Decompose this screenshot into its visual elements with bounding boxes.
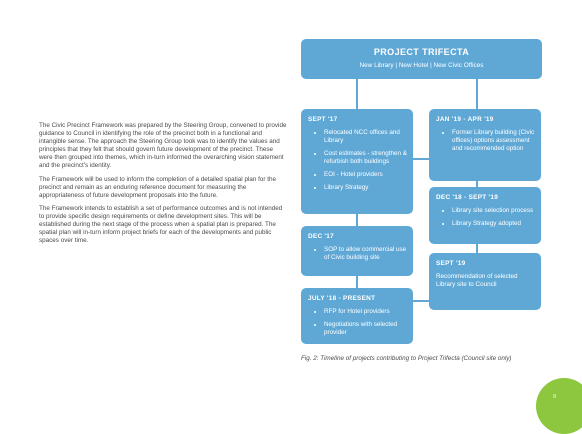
- timeline-item: • RFP for Hotel providers: [324, 308, 409, 316]
- page-number: 9: [553, 394, 557, 400]
- figure-caption: Fig. 2: Timeline of projects contributing to Project Trifecta (Council site only): [301, 355, 512, 362]
- connector-line: [356, 276, 358, 288]
- timeline-heading: SEPT '17: [308, 116, 338, 123]
- connector-line: [356, 214, 358, 226]
- timeline-item: • Library site selection process: [452, 207, 537, 215]
- timeline-box-sept17: [301, 109, 413, 214]
- connector-line: [476, 244, 478, 253]
- timeline-item: • Library Strategy: [324, 184, 409, 192]
- timeline-heading: DEC '17: [308, 233, 334, 240]
- timeline-list: [301, 129, 413, 192]
- timeline-box-dec17: [301, 226, 413, 276]
- project-subtitle: New Library | New Hotel | New Civic Offices: [359, 62, 484, 69]
- timeline-item: • Library Strategy adopted: [452, 220, 537, 228]
- connector-line: [413, 158, 429, 160]
- timeline-item: • Negotiations with selected provider: [324, 321, 409, 337]
- timeline-box-dec18: [429, 187, 541, 244]
- timeline-list: [301, 246, 413, 262]
- intro-paragraph-3: The Framework intends to establish a set of performance outcomes and is not intended to provide specific design requirements or define development sites. This will be established during the next stage of the process when a spatial plan is prepared. The spatial plan will in-turn inform project briefs for each of the developments and public spaces over time.: [39, 204, 283, 245]
- connector-line: [413, 300, 429, 302]
- timeline-item: • Relocated NCC offices and Library: [324, 129, 409, 145]
- connector-line: [476, 79, 478, 109]
- timeline-box-july18: [301, 288, 413, 344]
- timeline-text: Recommendation of selected Library site to Council: [436, 273, 518, 288]
- timeline-item: • Cost estimates - strengthen & refurbish both buildings: [324, 150, 409, 166]
- timeline-heading: SEPT '19: [436, 260, 466, 267]
- timeline-heading: JULY '18 - PRESENT: [308, 295, 376, 302]
- timeline-item: • EOI - Hotel providers: [324, 171, 409, 179]
- timeline-item: • SOP to allow commercial use of Civic building site: [324, 246, 409, 262]
- timeline-box-jan19: [429, 109, 541, 181]
- timeline-list: [301, 308, 413, 337]
- timeline-list: [429, 207, 541, 228]
- intro-text: [39, 122, 287, 250]
- project-title-box: [301, 39, 542, 79]
- intro-paragraph-2: The Framework will be used to inform the completion of a detailed spatial plan for the precinct and remain as an enduring reference document for measuring the appropriateness of future development proposals into the future.: [39, 175, 276, 199]
- project-title: PROJECT TRIFECTA: [373, 47, 470, 57]
- timeline-item: • Former Library building (Civic offices) options assessment and recommended option: [452, 129, 537, 153]
- timeline-heading: JAN '19 - APR '19: [436, 116, 494, 123]
- page-number-badge: [536, 378, 582, 434]
- timeline-list: [429, 129, 541, 153]
- timeline-heading: DEC '18 - SEPT '19: [436, 194, 499, 201]
- intro-paragraph-1: The Civic Precinct Framework was prepared by the Steering Group, convened to provide guidance to Council in identifying the role of the precinct both in a functional and intangible sense. The approach the Steering Group took was to identify the values and principles that they felt that should govern future development of the precinct. These were then grouped into themes, which in-turn informed the overarching vision statement and the precinct's identity.: [39, 122, 287, 170]
- timeline-box-sept19: [429, 253, 541, 310]
- connector-line: [356, 79, 358, 109]
